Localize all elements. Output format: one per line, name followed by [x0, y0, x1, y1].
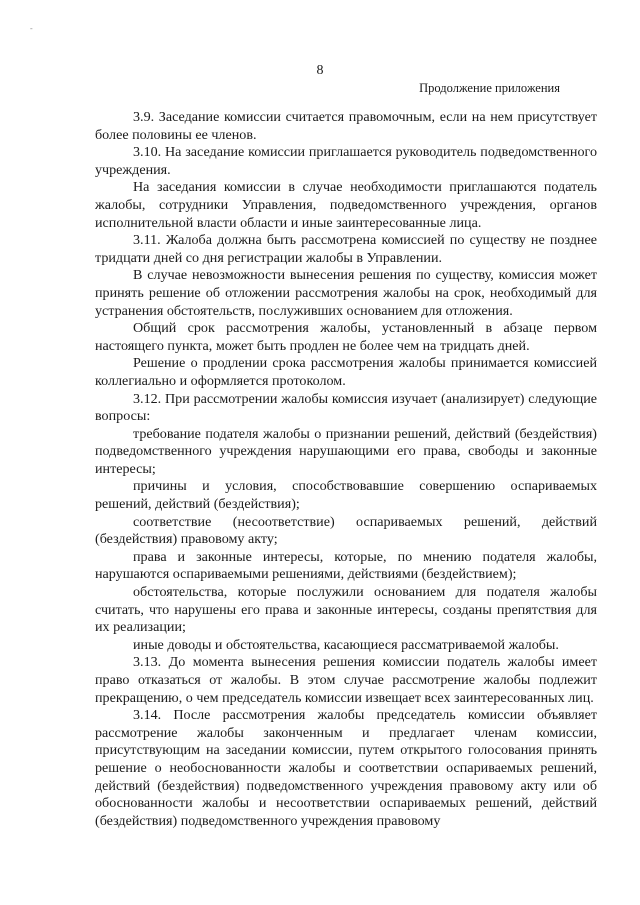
- list-item: иные доводы и обстоятельства, касающиеся рассматриваемой жалобы.: [133, 636, 559, 653]
- continuation-label: Продолжение приложения: [419, 81, 560, 95]
- paragraph-3-11: 3.11. Жалоба должна быть рассмотрена комиссией по существу не позднее тридцати дней со дня регистрации жалобы в Управлении.: [95, 232, 597, 266]
- document-body: [95, 109, 597, 830]
- page-number: 8: [316, 63, 324, 78]
- list-item: соответствие (несоответствие) оспариваемых решений, действий (бездействия) правовому акту;: [95, 513, 597, 548]
- paragraph: На заседания комиссии в случае необходимости приглашаются податель жалобы, сотрудники Управления, подведомственного учреждения, органов исполнительной власти области и иные заинтересованные лица.: [95, 179, 597, 231]
- list-item: требование подателя жалобы о признании решений, действий (бездействия) подведомственного учреждения нарушающими его права, свободы и законные интересы;: [95, 425, 597, 477]
- list-item: обстоятельства, которые послужили основанием для подателя жалобы считать, что нарушены его права и законные интересы, созданы препятствия для их реализации;: [95, 584, 597, 636]
- paragraph-3-9: 3.9. Заседание комиссии считается правомочным, если на нем присутствует более половины ее членов.: [95, 109, 597, 143]
- paragraph-3-10: 3.10. На заседание комиссии приглашается руководитель подведомственного учреждения.: [95, 144, 597, 178]
- list-item: причины и условия, способствовавшие совершению оспариваемых решений, действий (бездействия);: [95, 478, 597, 513]
- paragraph: Решение о продлении срока рассмотрения жалобы принимается комиссией коллегиально и оформляется протоколом.: [95, 355, 597, 389]
- corner-mark: -: [30, 24, 33, 33]
- list-item: права и законные интересы, которые, по мнению подателя жалобы, нарушаются оспариваемыми решениями, действиями (бездействием);: [95, 548, 597, 583]
- paragraph-3-13: 3.13. До момента вынесения решения комиссии податель жалобы имеет право отказаться от жалобы. В этом случае рассмотрение жалобы подлежит прекращению, о чем председатель комиссии извещает всех заинтересованных лиц.: [95, 654, 597, 706]
- paragraph-3-14: 3.14. После рассмотрения жалобы председатель комиссии объявляет рассмотрение жалобы законченным и предлагает членам комиссии, присутствующим на заседании комиссии, путем открытого голосования принять решение о необоснованности жалобы и соответствии оспариваемых решений, действий (бездействия) подведомственного учреждения правовому акту или об обоснованности жалобы и несоответствии оспариваемых решений, действий (бездействия) подведомственного учреждения правовому: [95, 707, 597, 829]
- paragraph-3-12: 3.12. При рассмотрении жалобы комиссия изучает (анализирует) следующие вопросы:: [95, 390, 597, 425]
- paragraph: Общий срок рассмотрения жалобы, установленный в абзаце первом настоящего пункта, может быть продлен не более чем на тридцать дней.: [95, 320, 597, 354]
- paragraph: В случае невозможности вынесения решения по существу, комиссия может принять решение об отложении рассмотрения жалобы на срок, необходимый для устранения обстоятельств, послуживших основанием для отложения.: [95, 267, 597, 319]
